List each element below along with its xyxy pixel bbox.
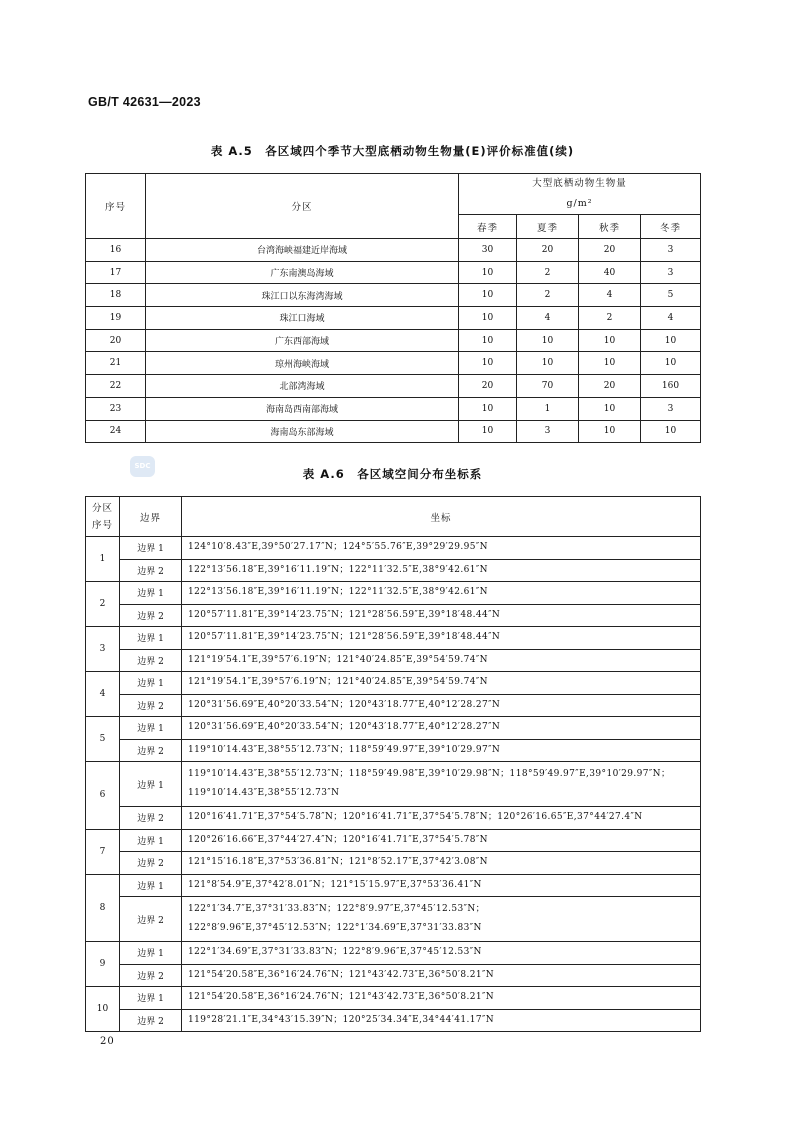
- coordinate-line: 119°28′21.1″E,34°43′15.39″N；120°25′34.34″E,34°44′41.17″N: [188, 1014, 495, 1025]
- cell-spring: 10: [459, 261, 517, 284]
- cell-coordinates: [182, 852, 701, 875]
- cell-boundary: 边界 2: [120, 807, 182, 830]
- coordinate-line: 122°13′56.18″E,39°16′11.19″N；122°11′32.5″E,38°9′42.61″N: [188, 564, 488, 575]
- cell-boundary: 边界 2: [120, 649, 182, 672]
- table-row: [86, 762, 701, 807]
- table-a6-caption: 表 A.6 各区域空间分布坐标系: [302, 467, 483, 481]
- cell-winter: 3: [641, 261, 701, 284]
- cell-coordinates: [182, 559, 701, 582]
- coordinate-line: 121°19′54.1″E,39°57′6.19″N；121°40′24.85″E,39°54′59.74″N: [188, 654, 488, 665]
- cell-coordinates: [182, 987, 701, 1010]
- table-row: [86, 987, 701, 1010]
- coordinate-line: 121°54′20.58″E,36°16′24.76″N；121°43′42.73″E,36°50′8.21″N: [188, 992, 495, 1003]
- cell-summer: 4: [517, 307, 579, 330]
- coordinate-line: 120°31′56.69″E,40°20′33.54″N；120°43′18.77″E,40°12′28.27″N: [188, 699, 501, 710]
- cell-autumn: 10: [579, 397, 641, 420]
- cell-boundary: 边界 2: [120, 964, 182, 987]
- cell-boundary: 边界 2: [120, 559, 182, 582]
- table-row: [86, 307, 701, 330]
- cell-autumn: 20: [579, 239, 641, 262]
- cell-zone: 广东西部海域: [146, 329, 459, 352]
- cell-no: 20: [86, 329, 146, 352]
- cell-coordinates: [182, 604, 701, 627]
- cell-zone: 海南岛东部海域: [146, 420, 459, 443]
- cell-autumn: 10: [579, 352, 641, 375]
- standard-code: GB/T 42631—2023: [88, 95, 201, 109]
- table-row: [86, 649, 701, 672]
- coordinate-line: 122°1′34.69″E,37°31′33.83″N；122°8′9.96″E,37°45′12.53″N: [188, 947, 482, 958]
- cell-autumn: 10: [579, 329, 641, 352]
- table-row: [86, 739, 701, 762]
- cell-winter: 3: [641, 239, 701, 262]
- cell-zone-index: 9: [86, 942, 120, 987]
- watermark-logo: SDC: [130, 456, 155, 477]
- cell-boundary: 边界 1: [120, 627, 182, 650]
- cell-boundary: 边界 1: [120, 717, 182, 740]
- coordinate-line: 122°1′34.7″E,37°31′33.83″N；122°8′9.97″E,37°45′12.53″N；: [188, 904, 486, 914]
- cell-summer: 1: [517, 397, 579, 420]
- cell-summer: 10: [517, 352, 579, 375]
- col-header-zone-index: [86, 497, 120, 537]
- cell-autumn: 10: [579, 420, 641, 443]
- table-row: [86, 284, 701, 307]
- cell-boundary: 边界 1: [120, 987, 182, 1010]
- cell-zone: 琼州海峡海域: [146, 352, 459, 375]
- cell-zone: 珠江口海域: [146, 307, 459, 330]
- cell-coordinates: [182, 762, 701, 807]
- cell-boundary: 边界 2: [120, 852, 182, 875]
- coordinate-line: 121°54′20.58″E,36°16′24.76″N；121°43′42.73″E,36°50′8.21″N: [188, 969, 495, 980]
- cell-boundary: 边界 1: [120, 762, 182, 807]
- table-row: [86, 375, 701, 398]
- cell-winter: 10: [641, 420, 701, 443]
- cell-spring: 10: [459, 352, 517, 375]
- cell-summer: 10: [517, 329, 579, 352]
- cell-coordinates: [182, 649, 701, 672]
- table-row: [86, 559, 701, 582]
- cell-summer: 2: [517, 261, 579, 284]
- season-header-summer: 夏季: [517, 215, 579, 239]
- cell-boundary: 边界 1: [120, 874, 182, 897]
- table-row: [86, 874, 701, 897]
- col-header-index: 序号: [86, 174, 146, 239]
- table-row: [86, 672, 701, 695]
- cell-no: 23: [86, 397, 146, 420]
- season-header-autumn: 秋季: [579, 215, 641, 239]
- cell-coordinates: [182, 942, 701, 965]
- cell-no: 19: [86, 307, 146, 330]
- cell-autumn: 20: [579, 375, 641, 398]
- table-row: [86, 537, 701, 560]
- cell-winter: 4: [641, 307, 701, 330]
- cell-spring: 10: [459, 420, 517, 443]
- table-row: [86, 942, 701, 965]
- table-row: [86, 627, 701, 650]
- table-row: [86, 717, 701, 740]
- cell-boundary: 边界 2: [120, 897, 182, 942]
- cell-spring: 10: [459, 307, 517, 330]
- table-row: [86, 420, 701, 443]
- cell-no: 21: [86, 352, 146, 375]
- cell-coordinates: [182, 897, 701, 942]
- cell-boundary: 边界 2: [120, 1009, 182, 1032]
- cell-spring: 10: [459, 397, 517, 420]
- table-row: [86, 329, 701, 352]
- table-row: [86, 604, 701, 627]
- table-row: [86, 1009, 701, 1032]
- cell-winter: 5: [641, 284, 701, 307]
- cell-boundary: 边界 2: [120, 604, 182, 627]
- cell-zone: 北部湾海域: [146, 375, 459, 398]
- cell-zone-index: 4: [86, 672, 120, 717]
- cell-zone: 台湾海峡福建近岸海域: [146, 239, 459, 262]
- cell-boundary: 边界 1: [120, 672, 182, 695]
- cell-zone-index: 8: [86, 874, 120, 942]
- cell-coordinates: [182, 694, 701, 717]
- coordinate-line: 121°19′54.1″E,39°57′6.19″N；121°40′24.85″E,39°54′59.74″N: [188, 677, 488, 688]
- biomass-standard-table: [85, 173, 701, 443]
- biomass-unit: g/m²: [566, 198, 593, 209]
- cell-zone: 海南岛西南部海域: [146, 397, 459, 420]
- coordinate-line: 120°16′41.71″E,37°54′5.78″N；120°16′41.71″E,37°54′5.78″N；120°26′16.65″E,37°44′27.4″N: [188, 812, 643, 823]
- coordinate-line: 119°10′14.43″E,38°55′12.73″N；118°59′49.98″E,39°10′29.98″N；118°59′49.97″E,39°10′29.97″N；: [188, 769, 671, 779]
- col-header-coordinates: 坐标: [182, 497, 701, 537]
- cell-autumn: 2: [579, 307, 641, 330]
- table-row: [86, 964, 701, 987]
- cell-no: 18: [86, 284, 146, 307]
- cell-coordinates: [182, 829, 701, 852]
- table-row: [86, 829, 701, 852]
- cell-no: 24: [86, 420, 146, 443]
- col-header-zone: 分区: [146, 174, 459, 239]
- cell-coordinates: [182, 537, 701, 560]
- cell-spring: 10: [459, 284, 517, 307]
- cell-coordinates: [182, 1009, 701, 1032]
- cell-zone-index: 5: [86, 717, 120, 762]
- table-a5-caption: 表 A.5 各区域四个季节大型底栖动物生物量(E)评价标准值(续): [210, 144, 575, 158]
- biomass-title: 大型底栖动物生物量: [532, 178, 627, 189]
- table-row: [86, 852, 701, 875]
- coordinate-line: 120°26′16.66″E,37°44′27.4″N；120°16′41.71″E,37°54′5.78″N: [188, 834, 488, 845]
- coordinate-line: 121°15′16.18″E,37°53′36.81″N；121°8′52.17″E,37°42′3.08″N: [188, 857, 488, 868]
- cell-zone: 珠江口以东海湾海域: [146, 284, 459, 307]
- zone-header-line-2: 序号: [91, 519, 113, 531]
- coordinate-line: 120°57′11.81″E,39°14′23.75″N；121°28′56.59″E,39°18′48.44″N: [188, 609, 501, 620]
- coordinate-line: 122°13′56.18″E,39°16′11.19″N；122°11′32.5″E,38°9′42.61″N: [188, 587, 488, 598]
- zone-header-line-1: 分区: [91, 502, 113, 514]
- coordinate-line: 120°31′56.69″E,40°20′33.54″N；120°43′18.77″E,40°12′28.27″N: [188, 722, 501, 733]
- cell-coordinates: [182, 807, 701, 830]
- cell-coordinates: [182, 964, 701, 987]
- cell-boundary: 边界 1: [120, 537, 182, 560]
- coordinate-line: 121°8′54.9″E,37°42′8.01″N；121°15′15.97″E,37°53′36.41″N: [188, 879, 482, 890]
- cell-zone-index: 6: [86, 762, 120, 830]
- table-row: [86, 807, 701, 830]
- cell-summer: 2: [517, 284, 579, 307]
- cell-boundary: 边界 1: [120, 582, 182, 605]
- table-row: [86, 694, 701, 717]
- cell-zone-index: 10: [86, 987, 120, 1032]
- cell-no: 16: [86, 239, 146, 262]
- coordinate-line: 119°10′14.43″E,38°55′12.73″N: [188, 788, 340, 798]
- col-header-boundary: 边界: [120, 497, 182, 537]
- cell-summer: 20: [517, 239, 579, 262]
- cell-summer: 70: [517, 375, 579, 398]
- cell-coordinates: [182, 874, 701, 897]
- coordinate-line: 119°10′14.43″E,38°55′12.73″N；118°59′49.97″E,39°10′29.97″N: [188, 744, 501, 755]
- cell-zone-index: 2: [86, 582, 120, 627]
- cell-boundary: 边界 2: [120, 694, 182, 717]
- page-number: 20: [100, 1036, 115, 1047]
- cell-zone-index: 1: [86, 537, 120, 582]
- cell-autumn: 4: [579, 284, 641, 307]
- table-row: [86, 582, 701, 605]
- coordinate-line: 120°57′11.81″E,39°14′23.75″N；121°28′56.59″E,39°18′48.44″N: [188, 632, 501, 643]
- table-row: [86, 239, 701, 262]
- coordinate-line: 124°10′8.43″E,39°50′27.17″N；124°5′55.76″E,39°29′29.95″N: [188, 542, 488, 553]
- cell-boundary: 边界 1: [120, 829, 182, 852]
- cell-spring: 20: [459, 375, 517, 398]
- cell-zone: 广东南澳岛海域: [146, 261, 459, 284]
- cell-winter: 160: [641, 375, 701, 398]
- cell-boundary: 边界 2: [120, 739, 182, 762]
- cell-zone-index: 7: [86, 829, 120, 874]
- col-header-biomass: [459, 174, 701, 215]
- season-header-spring: 春季: [459, 215, 517, 239]
- cell-zone-index: 3: [86, 627, 120, 672]
- season-header-winter: 冬季: [641, 215, 701, 239]
- table-row: [86, 352, 701, 375]
- coordinate-line: 122°8′9.96″E,37°45′12.53″N；122°1′34.69″E,37°31′33.83″N: [188, 923, 482, 933]
- cell-spring: 10: [459, 329, 517, 352]
- cell-coordinates: [182, 739, 701, 762]
- cell-coordinates: [182, 717, 701, 740]
- table-row: [86, 897, 701, 942]
- cell-winter: 10: [641, 352, 701, 375]
- table-row: [86, 397, 701, 420]
- cell-summer: 3: [517, 420, 579, 443]
- table-row: [86, 261, 701, 284]
- cell-winter: 3: [641, 397, 701, 420]
- cell-no: 17: [86, 261, 146, 284]
- cell-coordinates: [182, 582, 701, 605]
- cell-spring: 30: [459, 239, 517, 262]
- cell-autumn: 40: [579, 261, 641, 284]
- cell-no: 22: [86, 375, 146, 398]
- cell-coordinates: [182, 627, 701, 650]
- cell-boundary: 边界 1: [120, 942, 182, 965]
- cell-winter: 10: [641, 329, 701, 352]
- cell-coordinates: [182, 672, 701, 695]
- coordinates-table: [85, 496, 701, 1032]
